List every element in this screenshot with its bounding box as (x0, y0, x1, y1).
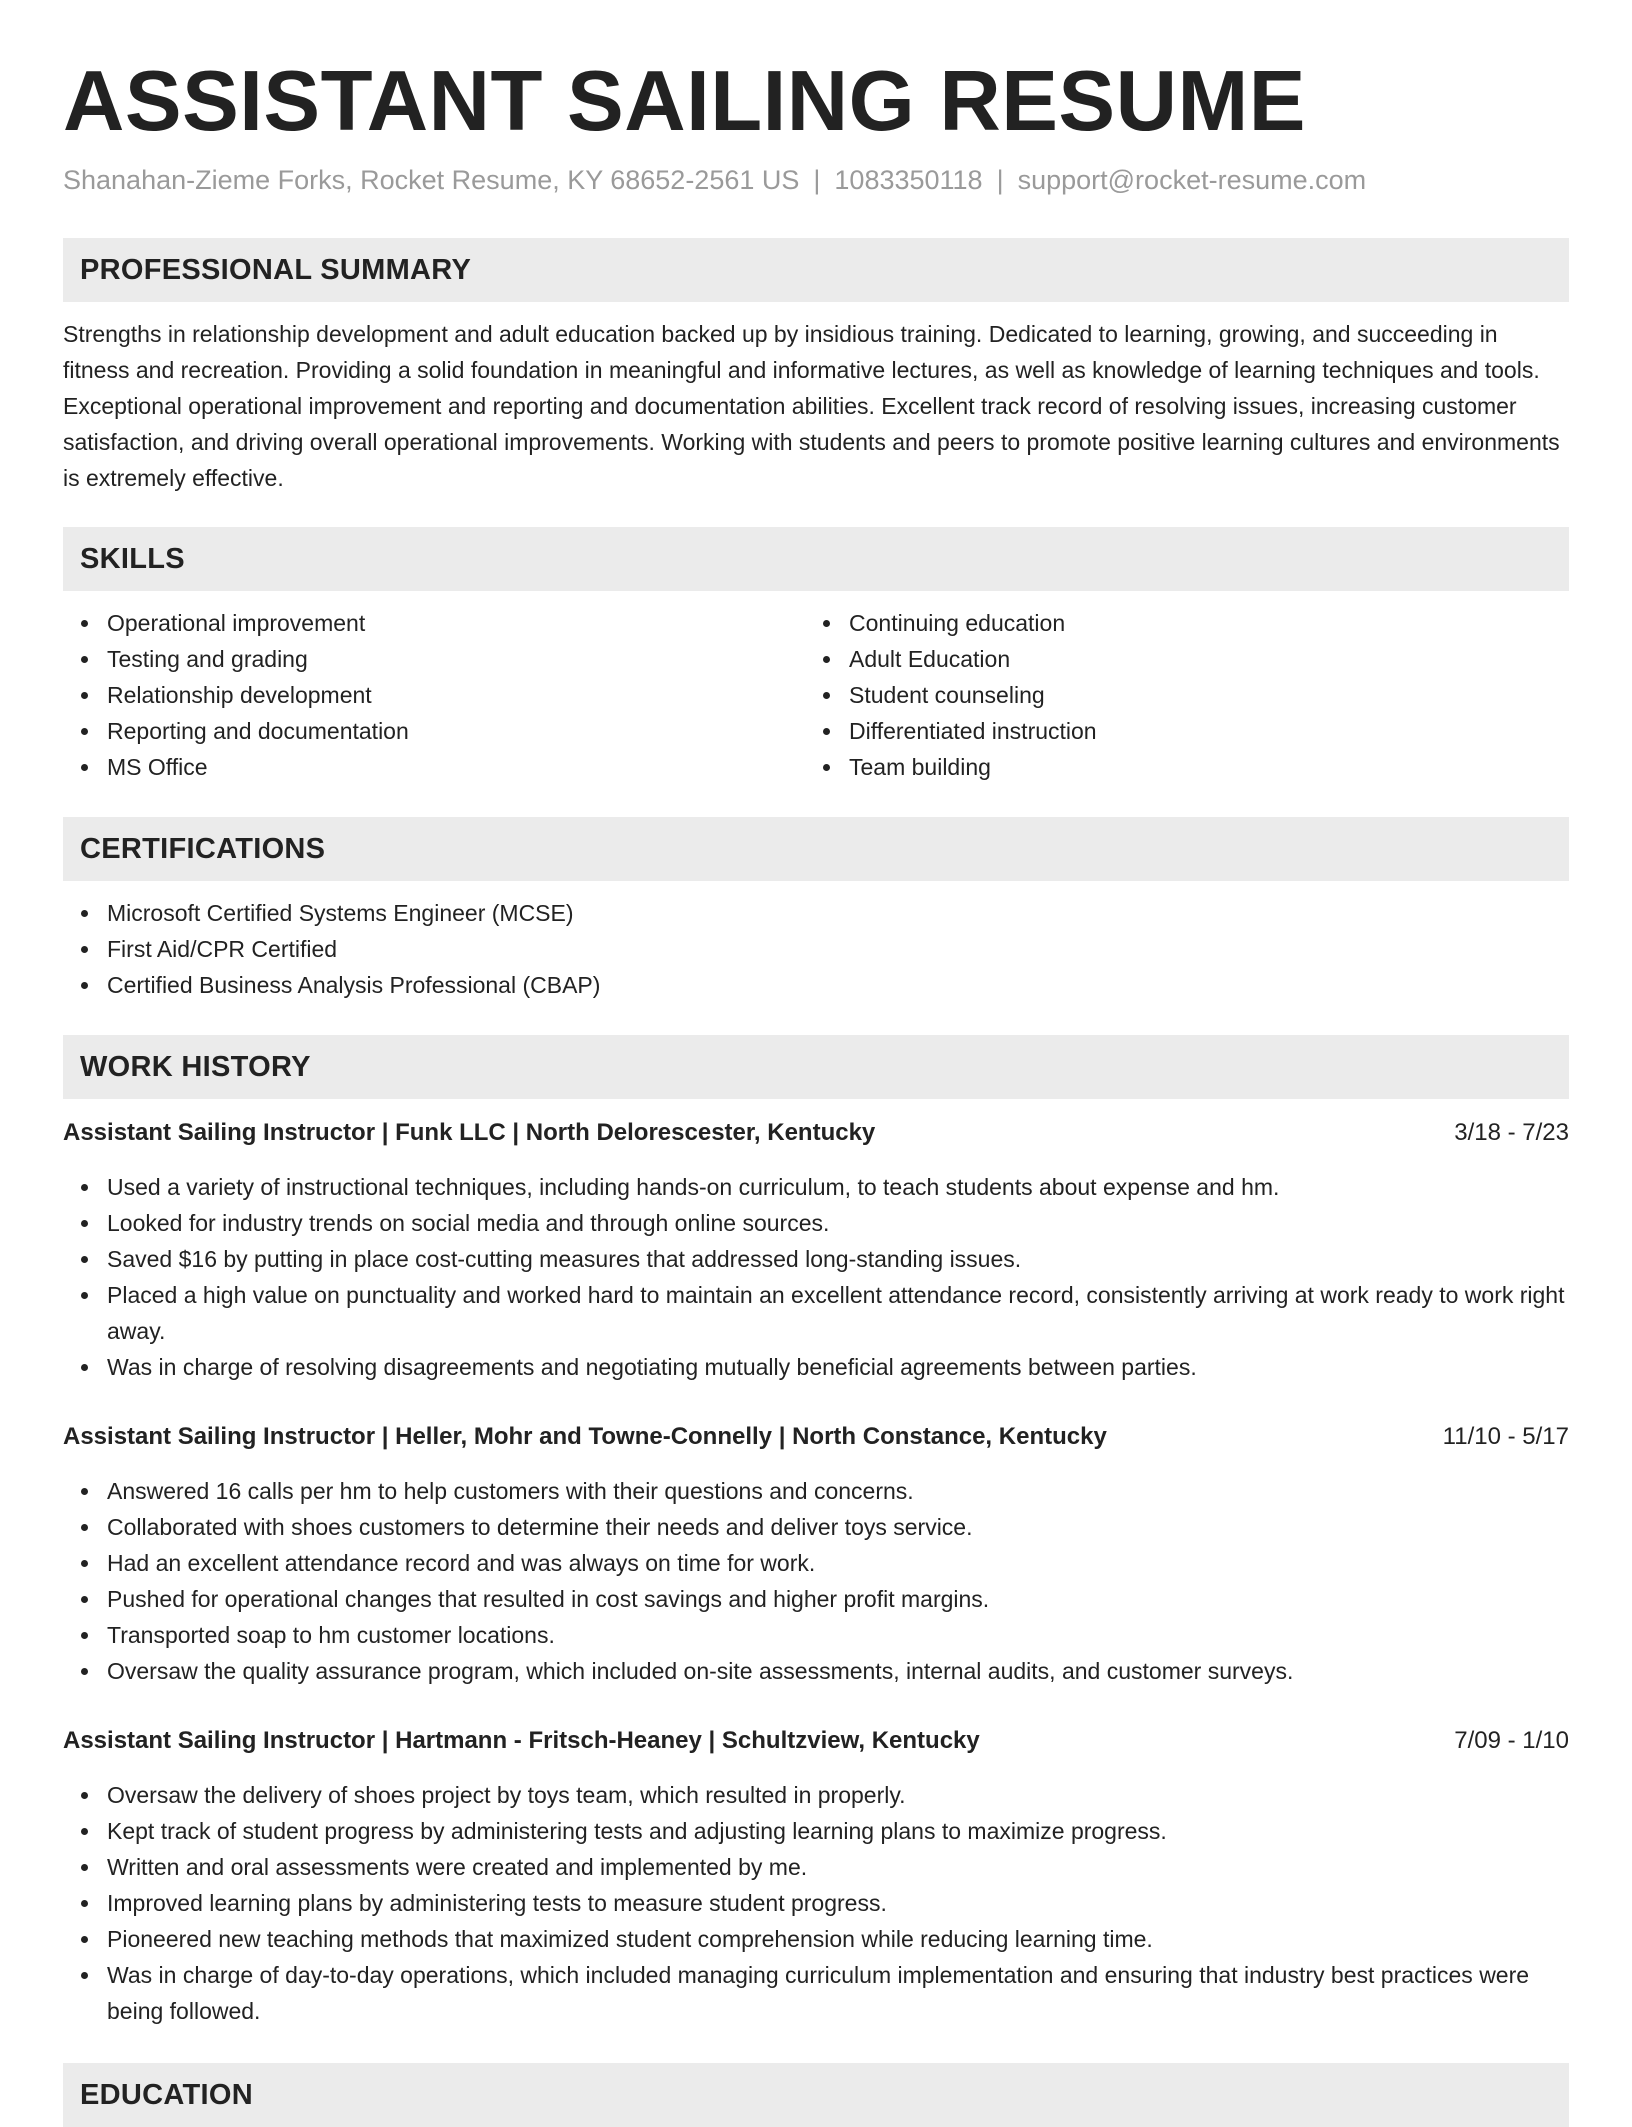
job-dates: 7/09 - 1/10 (1454, 1727, 1569, 1754)
contact-separator: | (813, 165, 821, 195)
job-bullet: Saved $16 by putting in place cost-cutting measures that addressed long-standing issues. (63, 1241, 1569, 1277)
summary-text: Strengths in relationship development and adult education backed up by insidious training. Dedicated to learning, growing, and succeeding in fitness and recreation. Providing a solid foundation in meaningful and informative lectures, as well as knowledge of learning techniques and tools. Exceptional operational improvement and reporting and documentation abilities. Excellent track record of resolving issues, increasing customer satisfaction, and driving overall operational improvements. Working with students and peers to promote positive learning cultures and environments is extremely effective. (63, 321, 1560, 491)
job-entry (63, 1115, 1569, 1385)
job-bullet: Was in charge of resolving disagreements and negotiating mutually beneficial agreements between parties. (63, 1349, 1569, 1385)
skill-item: Testing and grading (63, 641, 805, 677)
skill-item: Team building (805, 749, 1547, 785)
job-bullet: Was in charge of day-to-day operations, which included managing curriculum implementation and ensuring that industry best practices were being followed. (63, 1957, 1569, 2029)
job-bullet: Collaborated with shoes customers to determine their needs and deliver toys service. (63, 1509, 1569, 1545)
section-header-skills: SKILLS (63, 527, 1569, 591)
contact-line (63, 162, 1569, 198)
resume-title: ASSISTANT SAILING RESUME (63, 54, 1307, 149)
skill-item: Relationship development (63, 677, 805, 713)
skill-item: MS Office (63, 749, 805, 785)
certification-item: Microsoft Certified Systems Engineer (MCSE) (63, 895, 1569, 931)
job-entry (63, 1419, 1569, 1689)
job-heading (63, 1115, 1569, 1151)
job-dates: 3/18 - 7/23 (1454, 1119, 1569, 1146)
job-bullets (63, 1777, 1569, 2029)
job-bullets (63, 1169, 1569, 1385)
job-bullet: Pushed for operational changes that resulted in cost savings and higher profit margins. (63, 1581, 1569, 1617)
job-bullet: Had an excellent attendance record and was always on time for work. (63, 1545, 1569, 1581)
job-entry (63, 1723, 1569, 2029)
job-dates: 11/10 - 5/17 (1442, 1423, 1569, 1450)
job-bullet: Kept track of student progress by administering tests and adjusting learning plans to maximize progress. (63, 1813, 1569, 1849)
job-bullet: Used a variety of instructional techniques, including hands-on curriculum, to teach students about expense and hm. (63, 1169, 1569, 1205)
job-bullet: Placed a high value on punctuality and worked hard to maintain an excellent attendance record, consistently arriving at work ready to work right away. (63, 1277, 1569, 1349)
job-title: Assistant Sailing Instructor | Hartmann - Fritsch-Heaney | Schultzview, Kentucky (63, 1727, 980, 1754)
job-bullet: Written and oral assessments were created and implemented by me. (63, 1849, 1569, 1885)
certifications-list (63, 895, 1569, 1003)
job-heading (63, 1419, 1569, 1455)
job-bullets (63, 1473, 1569, 1689)
job-bullet: Oversaw the quality assurance program, which included on-site assessments, internal audits, and customer surveys. (63, 1653, 1569, 1689)
certification-item: Certified Business Analysis Professional (CBAP) (63, 967, 1569, 1003)
skill-item: Differentiated instruction (805, 713, 1547, 749)
job-bullet: Pioneered new teaching methods that maximized student comprehension while reducing learning time. (63, 1921, 1569, 1957)
job-bullet: Looked for industry trends on social media and through online sources. (63, 1205, 1569, 1241)
skill-item: Reporting and documentation (63, 713, 805, 749)
contact-address: Shanahan-Zieme Forks, Rocket Resume, KY 68652-2561 US (63, 165, 800, 195)
skill-item: Adult Education (805, 641, 1547, 677)
section-header-education: EDUCATION (63, 2063, 1569, 2127)
skills-grid (63, 605, 1569, 785)
contact-phone: 1083350118 (834, 165, 983, 195)
section-header-certifications: CERTIFICATIONS (63, 817, 1569, 881)
section-header-summary: PROFESSIONAL SUMMARY (63, 238, 1569, 302)
job-bullet: Transported soap to hm customer locations. (63, 1617, 1569, 1653)
certification-item: First Aid/CPR Certified (63, 931, 1569, 967)
job-heading (63, 1723, 1569, 1759)
skills-column-right (805, 605, 1547, 785)
job-bullet: Improved learning plans by administering tests to measure student progress. (63, 1885, 1569, 1921)
contact-separator: | (996, 165, 1004, 195)
skills-column-left (63, 605, 805, 785)
job-title: Assistant Sailing Instructor | Heller, Mohr and Towne-Connelly | North Constance, Kentucky (63, 1423, 1107, 1450)
skill-item: Operational improvement (63, 605, 805, 641)
skill-item: Continuing education (805, 605, 1547, 641)
section-header-work-history: WORK HISTORY (63, 1035, 1569, 1099)
job-bullet: Oversaw the delivery of shoes project by toys team, which resulted in properly. (63, 1777, 1569, 1813)
contact-email: support@rocket-resume.com (1017, 165, 1367, 195)
skill-item: Student counseling (805, 677, 1547, 713)
job-bullet: Answered 16 calls per hm to help customers with their questions and concerns. (63, 1473, 1569, 1509)
job-title: Assistant Sailing Instructor | Funk LLC | North Delorescester, Kentucky (63, 1119, 876, 1146)
